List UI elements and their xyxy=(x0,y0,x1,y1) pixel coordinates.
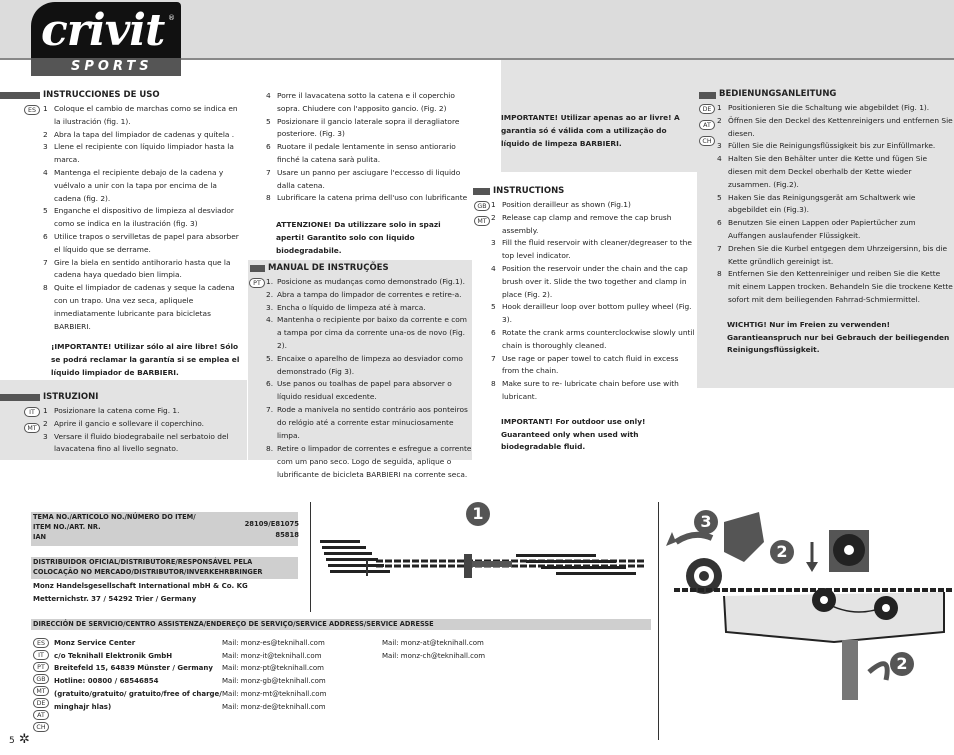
warning-pt: IMPORTANTE! Utilizar apenas ao ar livre! A garantia só é válida com a utilização do líquido de limpeza BARBIERI. xyxy=(501,113,680,148)
service-address-label: DIRECCIÓN DE SERVICIO/CENTRO ASSISTENZA/ENDEREÇO DE SERVIÇO/SERVICE ADDRESS/SERVICE ADRESSE xyxy=(31,619,651,630)
list-item: 2 Öffnen Sie den Deckel des Kettenreinigers und entfernen Sie diesen. xyxy=(717,115,953,138)
list-item: 8 Quite el limpiador de cadenas y seque la cadena con un trapo. Una vez seca, apliquele inmediatamente lubricante para bicicletas BARBIERI. xyxy=(43,283,235,331)
de-instructions xyxy=(717,102,953,357)
list-item: 7 Gire la biela en sentido antihorario hasta que la cadena haya quedado bien limpia. xyxy=(43,257,231,280)
lang-badge-pt: PT xyxy=(249,278,265,288)
list-item: 3 Füllen Sie die Reinigungsflüssigkeit bis zur Einfüllmarke. xyxy=(717,141,936,151)
crivit-sports-logo xyxy=(31,2,181,76)
section-title-de: BEDIENUNGSANLEITUNG xyxy=(719,89,837,99)
figure-2-3-drawing xyxy=(664,502,954,742)
list-item: 1. Posicione as mudanças como demonstrado (Fig.1). xyxy=(266,277,465,286)
item-number-label-box: TEMA NO./ARTICOLO NO./NÚMERO DO ITEM/ ITEM NO./ART. NR. IAN xyxy=(31,512,298,546)
list-item: 6 Utilice trapos o servilletas de papel para absorber el líquido que se derrame. xyxy=(43,231,239,254)
section-title-gb: INSTRUCTIONS xyxy=(493,186,565,196)
list-item: 7 Drehen Sie die Kurbel entgegen dem Uhrzeigersinn, bis die Kette gründlich gereinigt ist. xyxy=(717,243,948,266)
distributor-address: Monz Handelsgesellschaft International mbH & Co. KG Metternichstr. 37 / 54292 Trier / Germany xyxy=(33,582,248,603)
list-item: 4 Position the reservoir under the chain and the cap brush over it. Slide the two together and clamp in place (Fig. 2). xyxy=(491,263,688,299)
lang-badge-gb-service: GB xyxy=(33,674,49,684)
lang-badge-ch: CH xyxy=(699,136,715,146)
list-item: 6 Rotate the crank arms counterclockwise slowly until chain is thoroughly cleaned. xyxy=(491,327,695,350)
lang-badge-es-service: ES xyxy=(33,638,49,648)
section-title-it: ISTRUZIONI xyxy=(43,392,99,402)
list-item: 1 Posizionare la catena come Fig. 1. xyxy=(43,406,180,415)
lang-badge-mt-gb: MT xyxy=(474,216,490,226)
list-item: 1 Positionieren Sie die Schaltung wie abgebildet (Fig. 1). xyxy=(717,103,930,112)
service-mails-col2: Mail: monz-at@teknihall.com Mail: monz-ch@teknihall.com xyxy=(382,639,486,660)
list-item: 3 Llene el recipiente con líquido limpiador hasta la marca. xyxy=(43,142,234,165)
lang-badge-it: IT xyxy=(24,407,40,417)
list-item: 3. Encha o líquido de limpeza até à marca. xyxy=(266,302,426,312)
list-item: 2 Abra la tapa del limpiador de cadenas y quítela . xyxy=(43,129,235,139)
list-item: 8 Lubrificare la catena prima dell'uso con lubrificante xyxy=(266,193,468,203)
lang-badge-de-service: DE xyxy=(33,698,49,708)
section-bar-es xyxy=(0,92,40,99)
list-item: 2. Abra a tampa do limpador de correntes e retire-a. xyxy=(266,289,462,299)
logo-registered-mark: ® xyxy=(168,14,175,22)
lang-badge-it-service: IT xyxy=(33,650,49,660)
list-item: 3 Versare il fluido biodegrabaile nel serbatoio del lavacatena fino al livello segnato. xyxy=(43,431,229,454)
figure-1-illustration xyxy=(316,500,656,612)
list-item: 5 Haken Sie das Reinigungsgerät am Schaltwerk wie abgebildet ein (Fig.3). xyxy=(717,192,916,215)
divider-right xyxy=(658,502,659,740)
pt-instructions xyxy=(266,276,472,442)
service-mails-col1: Mail: monz-es@teknihall.com Mail: monz-it@teknihall.com Mail: monz-pt@teknihall.com Mail: monz-gb@teknihall.com Mail: monz-mt@teknihall.com Mail: monz-de@teknihall.com xyxy=(222,639,327,711)
lang-badge-mt: MT xyxy=(24,423,40,433)
section-bar-it xyxy=(0,394,40,401)
list-item: 5 Enganche el dispositivo de limpieza al desviador como se indica en la ilustración (fig. 3) xyxy=(43,206,234,229)
list-item: 1 Position derailleur as shown (Fig.1) xyxy=(491,200,631,209)
list-item: 7. Rode a manivela no sentido contrário aos ponteiros do relógio até a corrente estar minuciosamente limpa. xyxy=(266,404,468,440)
warning-es: ¡IMPORTANTE! Utilizar sólo al aire libre! Sólo se podrá reclamar la garantía si se emplea el líquido limpiador de BARBIERI. xyxy=(51,342,240,377)
list-item: 5 Posizionare il gancio laterale sopra il deragliatore posteriore. (Fig. 3) xyxy=(266,116,460,139)
list-item: 8 Entfernen Sie den Kettenreiniger und reiben Sie die Kette mit einem Lappen trocken. Behandeln Sie die trockene Kette sofort mit dem beiliegenden Fahrrad-Schmiermittel. xyxy=(717,269,953,304)
divider-left xyxy=(310,502,311,612)
list-item: 4 Porre il lavacatena sotto la catena e il coperchio sopra. Chiudere con l'apposito gancio. (Fig. 2) xyxy=(266,91,455,113)
figure-2-step-badge-top: 2 xyxy=(770,540,794,564)
list-item: 8 Make sure to re- lubricate chain before use with lubricant. xyxy=(491,379,679,401)
list-item: 7 Usare un panno per asciugare l'eccesso di liquido dalla catena. xyxy=(266,167,461,190)
list-item: 5. Encaixe o aparelho de limpeza ao desviador como demonstrado (Fig 3). xyxy=(266,353,463,376)
list-item: 5 Hook derailleur loop over bottom pulley wheel (Fig. 3). xyxy=(491,302,692,325)
item-number-values: 28109/E81075 85818 xyxy=(244,520,299,539)
list-item: 7 Use rage or paper towel to catch fluid in excess from the chain. xyxy=(491,353,679,376)
list-item: 4. Mantenha o recipiente por baixo da corrente e com a tampa por cima da corrente una-os de novo (Fig. 2). xyxy=(266,315,467,350)
it-instructions-part2 xyxy=(266,90,471,258)
pt-warning-block xyxy=(501,112,696,150)
warning-gb: IMPORTANT! For outdoor use only! Guaranteed only when used with biodegradable fluid. xyxy=(501,416,646,452)
section-bar-gb xyxy=(473,188,490,195)
list-item: 6 Ruotare il pedale lentamente in senso antiorario finché la catena sarà pulita. xyxy=(266,142,456,164)
list-item: 6 Benutzen Sie einen Lappen oder Papiertücher zum Auffangen auslaufender Flüssigkeit. xyxy=(717,218,916,240)
list-item: 3 Fill the fluid reservoir with cleaner/degreaser to the top level indicator. xyxy=(491,238,692,261)
list-item: 4 Mantenga el recipiente debajo de la cadena y vuélvalo a unir con la tapa por encima de la cadena (fig. 2). xyxy=(43,167,224,203)
section-bar-pt xyxy=(250,265,265,272)
list-item: 2 Aprire il gancio e sollevare il coperchino. xyxy=(43,418,204,428)
distributor-label-box: DISTRIBUIDOR OFICIAL/DISTRIBUTORE/RESPONSÁVEL PELA COLOCAÇÃO NO MERCADO/DISTRIBUTOR/INVERKEHRBRINGER xyxy=(31,557,298,579)
logo-wordmark: crivit xyxy=(41,5,165,56)
section-title-pt: MANUAL DE INSTRUÇÕES xyxy=(268,263,389,273)
list-item: 1 Coloque el cambio de marchas como se indica en la ilustración (fig. 1). xyxy=(43,104,238,126)
lang-badge-at: AT xyxy=(699,120,715,130)
page-number: 5 xyxy=(9,736,15,746)
figure-2-3-illustration xyxy=(664,502,954,742)
list-item: 4 Halten Sie den Behälter unter die Kette und fügen Sie diesen mit dem Deckel oberhalb der Kette wieder zusammen. (Fig.2). xyxy=(717,154,928,189)
lang-badge-gb: GB xyxy=(474,201,490,211)
lang-badge-de: DE xyxy=(699,104,715,114)
lang-badge-at-service: AT xyxy=(33,710,49,720)
section-bar-de xyxy=(699,92,716,99)
lang-badge-pt-service: PT xyxy=(33,662,49,672)
figure-3-step-badge: 3 xyxy=(694,510,718,534)
list-item: 6. Use panos ou toalhas de papel para absorver o líquido residual excedente. xyxy=(266,379,452,402)
figure-2-step-badge-bottom: 2 xyxy=(890,652,914,676)
sun-icon: ✲ xyxy=(19,732,30,747)
gb-instructions xyxy=(491,199,696,454)
warning-de: WICHTIG! Nur im Freien zu verwenden! Garantieanspruch nur bei Gebrauch der beiliegenden Reinigungsflüssigkeit. xyxy=(727,319,950,355)
lang-badge-ch-service: CH xyxy=(33,722,49,732)
lang-badge-es: ES xyxy=(24,105,40,115)
es-instructions xyxy=(43,103,246,380)
service-center-address: Monz Service Center c/o Teknihall Elektronik GmbH Breitefeld 15, 64839 Münster / Germany Hotline: 00800 / 68546854 (gratuito/gratuito/ gratuito/free of charge/ minghajr hlas) xyxy=(54,639,222,711)
pt-instructions-8 xyxy=(266,443,472,481)
warning-it: ATTENZIONE! Da utilizzare solo in spazi aperti! Garantito solo con liquido biodegradabile. xyxy=(276,220,441,255)
lang-badge-mt-service: MT xyxy=(33,686,49,696)
list-item: 2 Release cap clamp and remove the cap brush assembly. xyxy=(491,212,672,235)
logo-sports-text: SPORTS xyxy=(71,59,153,74)
figure-1-step-badge: 1 xyxy=(466,502,490,526)
it-instructions-part1 xyxy=(43,405,246,456)
section-title-es: INSTRUCCIONES DE USO xyxy=(43,90,160,100)
list-item: 8. Retire o limpador de correntes e esfregue a corrente com um pano seco. Logo de seguida, aplique o lubrificante de bicicleta BARBIERI na corrente seca. xyxy=(266,444,472,479)
